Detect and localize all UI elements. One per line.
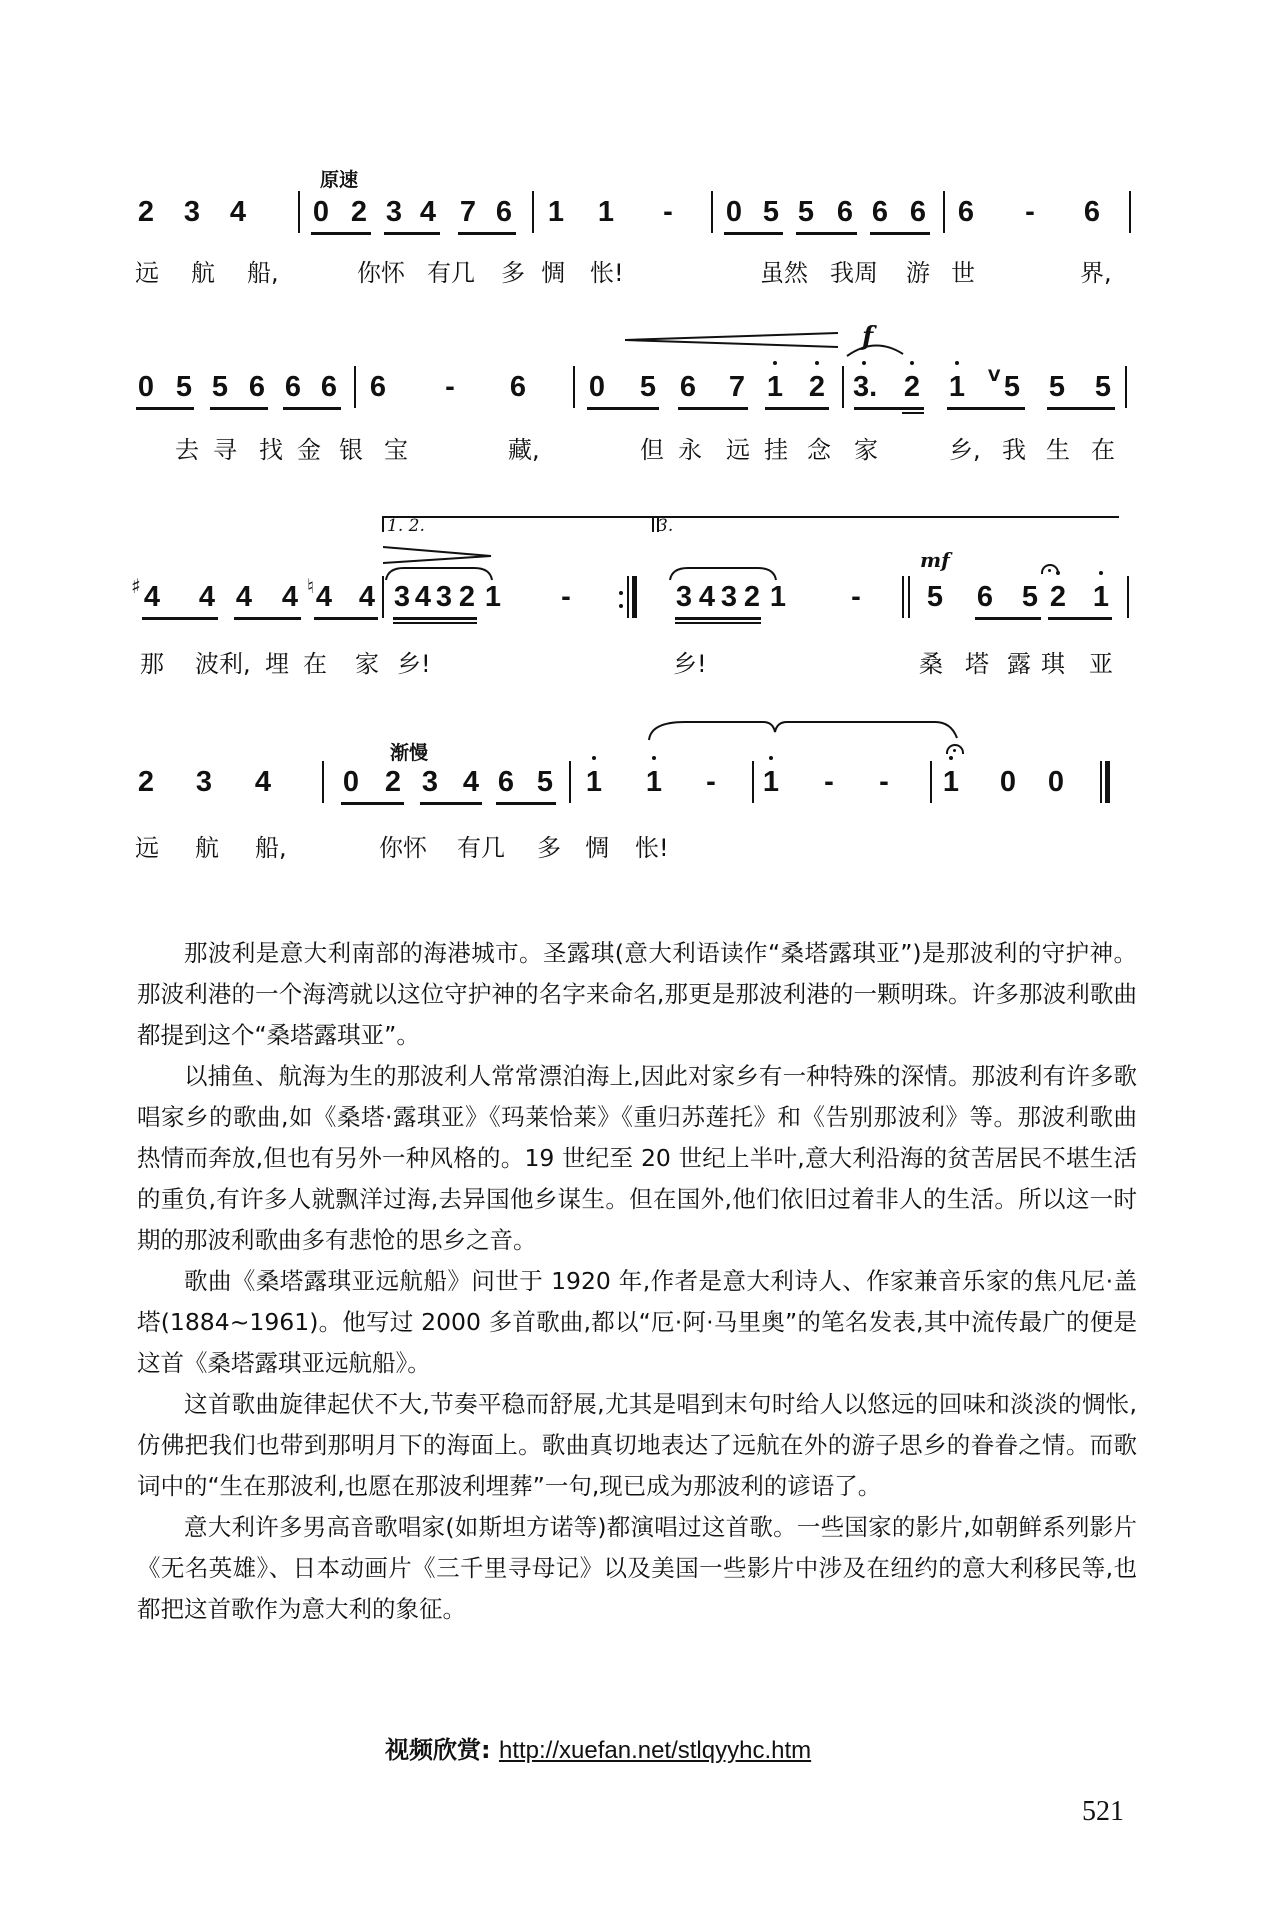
lyric: 世: [951, 259, 975, 287]
note: 5: [639, 371, 657, 403]
lyric: 远: [135, 834, 159, 862]
volta-bracket-3: 3.: [652, 516, 1119, 532]
page-number: 521: [1082, 1796, 1124, 1827]
octave-dot: [592, 756, 596, 760]
note: 3: [435, 581, 453, 613]
note: 4: [254, 766, 272, 798]
note: 5: [926, 581, 944, 613]
lyric: 永: [678, 436, 702, 464]
underline-beam: [1047, 407, 1115, 410]
barline-thick: [632, 576, 637, 618]
note: 7: [728, 371, 746, 403]
note: 2: [350, 196, 368, 228]
underline-beam: [765, 407, 829, 410]
barline: [902, 576, 904, 618]
barline: [711, 191, 713, 233]
note-high: [1090, 580, 1112, 614]
notation-row-4: [135, 765, 1135, 825]
natural-accidental: ♮: [307, 574, 315, 598]
lyric: 远: [726, 436, 750, 464]
note: 6: [248, 371, 266, 403]
underline-beam: [136, 407, 194, 410]
lyric: 寻: [213, 436, 237, 464]
underline-beam: [496, 802, 556, 805]
note: 4: [235, 581, 253, 613]
note: 3: [393, 581, 411, 613]
lyric: 琪: [1041, 650, 1065, 678]
barline: [382, 576, 384, 618]
octave-dot: [652, 756, 656, 760]
lyric: 有几: [427, 259, 475, 287]
octave-dot: [910, 361, 914, 365]
note: 6: [1083, 196, 1101, 228]
lyric: 找: [259, 436, 283, 464]
note: 2: [137, 766, 155, 798]
lyric: 我: [1002, 436, 1026, 464]
lyric: 挂: [764, 436, 788, 464]
dash: -: [1025, 196, 1035, 228]
underline-beam: [678, 407, 748, 410]
note: 2: [458, 581, 476, 613]
note: 3: [421, 766, 439, 798]
underline-beam: [314, 617, 378, 620]
note: 5: [175, 371, 193, 403]
dash: -: [663, 196, 673, 228]
note-high: [901, 370, 923, 404]
dash: -: [445, 371, 455, 403]
note-high: [760, 765, 782, 799]
underline-beam-2: [902, 412, 924, 414]
note: 5: [1048, 371, 1066, 403]
paragraph: 意大利许多男高音歌唱家(如斯坦方诺等)都演唱过这首歌。一些国家的影片,如朝鲜系列影片《无名英雄》、日本动画片《三千里寻母记》以及美国一些影片中涉及在纽约的意大利移民等,也都把这首歌作为意大利的象征。: [137, 1513, 1137, 1623]
barline: [354, 366, 356, 408]
video-reference: [385, 1730, 811, 1765]
lyric: 生: [1046, 436, 1070, 464]
lyric: 怅!: [590, 259, 624, 287]
lyric: 桑: [919, 650, 943, 678]
underline-beam: [675, 617, 761, 620]
paragraph: 那波利是意大利南部的海港城市。圣露琪(意大利语读作“桑塔露琪亚”)是那波利的守护神。那波利港的一个海湾就以这位守护神的名字来命名,那更是那波利港的一颗明珠。许多那波利歌曲都提到这个“桑塔露琪亚”。: [137, 939, 1137, 1049]
octave-dot: [815, 361, 819, 365]
lyric: 虽然: [760, 259, 808, 287]
octave-dot: [862, 361, 866, 365]
dash: -: [824, 766, 834, 798]
lyric: 航: [195, 834, 219, 862]
lyrics-row-2: [135, 430, 1135, 490]
lyric: 航: [191, 259, 215, 287]
lyric: 界,: [1080, 259, 1112, 287]
note: 1: [484, 581, 502, 613]
note: 5: [1003, 371, 1021, 403]
notation-row-3: [131, 574, 1135, 640]
tempo-marking-original: 原速: [320, 169, 359, 191]
note-high: [643, 765, 665, 799]
note-digit: 1: [948, 371, 966, 403]
note-digit: 1: [585, 766, 603, 798]
note: 4: [281, 581, 299, 613]
lyric: 金: [297, 436, 321, 464]
note: 4: [143, 581, 161, 613]
underline-beam: [210, 407, 268, 410]
note-digit: 2: [903, 371, 921, 403]
note: 3: [720, 581, 738, 613]
note: 0: [312, 196, 330, 228]
lyric: 去: [175, 436, 199, 464]
note: 4: [198, 581, 216, 613]
underline-beam: [724, 232, 783, 235]
lyric: 多: [537, 834, 561, 862]
underline-beam: [1048, 617, 1112, 620]
note: 5: [1021, 581, 1039, 613]
note: 0: [725, 196, 743, 228]
note: 2: [384, 766, 402, 798]
note: 1: [547, 196, 565, 228]
lyric: 远: [135, 259, 159, 287]
breath-mark: V: [988, 366, 1001, 385]
dynamic-forte: f: [862, 322, 874, 352]
tie-icon: [645, 716, 965, 742]
underline-beam: [234, 617, 301, 620]
underline-beam: [854, 407, 924, 410]
barline: [1129, 191, 1131, 233]
paragraph: 歌曲《桑塔露琪亚远航船》问世于 1920 年,作者是意大利诗人、作家兼音乐家的焦凡尼·盖塔(1884~1961)。他写过 2000 多首歌曲,都以“厄·阿·马里奥”的笔名发表,其中流传最广的便是这首《桑塔露琪亚远航船》。: [137, 1267, 1137, 1377]
barline: [943, 191, 945, 233]
final-barline: [1100, 761, 1102, 803]
octave-dot: [773, 361, 777, 365]
note-high: [940, 765, 962, 799]
decrescendo-hairpin: [383, 545, 493, 565]
note: 6: [497, 766, 515, 798]
note: 4: [229, 196, 247, 228]
note: 3: [183, 196, 201, 228]
underline-beam: [311, 232, 371, 235]
lyric: 怅!: [635, 834, 669, 862]
dash: -: [561, 581, 571, 613]
note: 4: [698, 581, 716, 613]
underline-beam: [393, 617, 477, 620]
underline-beam: [975, 617, 1041, 620]
lyric: 那: [140, 650, 164, 678]
barline: [1125, 366, 1127, 408]
lyric: 多: [501, 259, 525, 287]
note-digit: 1: [766, 371, 784, 403]
note: 0: [137, 371, 155, 403]
lyric: 念: [807, 436, 831, 464]
lyric: 家: [854, 436, 878, 464]
underline-beam: [420, 802, 482, 805]
note: 7: [459, 196, 477, 228]
sharp-accidental: ♯: [131, 574, 141, 598]
barline: [908, 576, 910, 618]
octave-dot: [955, 361, 959, 365]
lyric: 有几: [457, 834, 505, 862]
volta-bracket-1-2: 1. 2.: [382, 516, 659, 532]
note: 3: [195, 766, 213, 798]
note: 6: [957, 196, 975, 228]
lyric: 塔: [965, 650, 989, 678]
repeat-dot: [619, 604, 623, 608]
lyric: 乡!: [673, 650, 707, 678]
video-label: 视频欣赏:: [385, 1736, 491, 1764]
lyric: 在: [303, 650, 327, 678]
lyric: 宝: [384, 436, 408, 464]
underline-beam: [142, 617, 218, 620]
note-high: [806, 370, 828, 404]
note: 4: [358, 581, 376, 613]
note: 6: [284, 371, 302, 403]
note: 0: [588, 371, 606, 403]
note-digit: 2: [808, 371, 826, 403]
barline: [573, 366, 575, 408]
barline: [569, 761, 571, 803]
barline: [930, 761, 932, 803]
lyric: 埋: [265, 650, 289, 678]
underline-beam: [283, 407, 341, 410]
notation-row-2: [135, 366, 1135, 430]
note: 5: [536, 766, 554, 798]
note-high: [764, 370, 786, 404]
lyric: 银: [339, 436, 363, 464]
dash: -: [879, 766, 889, 798]
note: 6: [679, 371, 697, 403]
barline: [1127, 576, 1129, 618]
note: 0: [1047, 766, 1065, 798]
lyric: 在: [1091, 436, 1115, 464]
article-body: [137, 933, 1137, 1630]
octave-dot: [1099, 571, 1103, 575]
lyrics-row-1: [135, 253, 1135, 313]
paragraph: 以捕鱼、航海为生的那波利人常常漂泊海上,因此对家乡有一种特殊的深情。那波利有许多歌唱家乡的歌曲,如《桑塔·露琪亚》《玛莱恰莱》《重归苏莲托》和《告别那波利》等。那波利歌曲热情而奔放,但也有另外一种风格的。19 世纪至 20 世纪上半叶,意大利沿海的贫苦居民不堪生活的重负,有许多人就飘洋过海,去异国他乡谋生。但在国外,他们依旧过着非人的生活。所以这一时期的那波利歌曲多有悲怆的思乡之音。: [137, 1062, 1137, 1254]
final-barline-thick: [1105, 761, 1110, 803]
note: 6: [509, 371, 527, 403]
lyric: 亚: [1089, 650, 1113, 678]
underline-beam-2: [393, 622, 477, 624]
lyric: 你怀: [357, 259, 405, 287]
barline: [298, 191, 300, 233]
note: 6: [871, 196, 889, 228]
underline-beam: [341, 802, 404, 805]
note-high: [583, 765, 605, 799]
barline: [752, 761, 754, 803]
tempo-marking-ritardando: 渐慢: [390, 742, 429, 764]
note-high: [853, 370, 885, 404]
underline-beam: [458, 232, 516, 235]
underline-beam: [947, 407, 1025, 410]
note: 6: [976, 581, 994, 613]
note: 3: [385, 196, 403, 228]
note-digit: 1: [942, 766, 960, 798]
dash: -: [706, 766, 716, 798]
lyric: 船,: [247, 259, 279, 287]
note: 5: [797, 196, 815, 228]
note: 2: [137, 196, 155, 228]
note: 4: [315, 581, 333, 613]
underline-beam: [796, 232, 857, 235]
octave-dot: [949, 756, 953, 760]
dynamic-mezzo-forte: mf: [920, 548, 950, 572]
note: 5: [211, 371, 229, 403]
note: 6: [495, 196, 513, 228]
dash: -: [851, 581, 861, 613]
note: 6: [836, 196, 854, 228]
underline-beam: [384, 232, 440, 235]
note: 0: [342, 766, 360, 798]
note: 5: [762, 196, 780, 228]
note: 0: [999, 766, 1017, 798]
repeat-dot: [619, 591, 623, 595]
paragraph: 这首歌曲旋律起伏不大,节奏平稳而舒展,尤其是唱到末句时给人以悠远的回味和淡淡的惆怅,仿佛把我们也带到那明月下的海面上。歌曲真切地表达了远航在外的游子思乡的眷眷之情。而歌词中的“生在那波利,也愿在那波利埋葬”一句,现已成为那波利的谚语了。: [137, 1390, 1137, 1500]
note: 3: [675, 581, 693, 613]
underline-beam: [587, 407, 659, 410]
note-digit: 3.: [853, 371, 878, 403]
note-digit: 1: [1092, 581, 1110, 613]
note: 4: [419, 196, 437, 228]
note: 4: [414, 581, 432, 613]
slur-icon: [845, 340, 905, 358]
octave-dot: [1056, 571, 1060, 575]
notation-row-1: [135, 195, 1135, 255]
note-digit: 1: [762, 766, 780, 798]
lyric: 船,: [255, 834, 287, 862]
note-digit: 2: [1049, 581, 1067, 613]
lyric: 惆: [541, 259, 565, 287]
barline: [532, 191, 534, 233]
crescendo-hairpin: [625, 330, 840, 350]
lyric: 我周: [830, 259, 878, 287]
lyric: 露: [1007, 650, 1031, 678]
note: 6: [909, 196, 927, 228]
underline-beam-2: [675, 622, 761, 624]
video-link[interactable]: http://xuefan.net/stlqyyhc.htm: [498, 1737, 812, 1764]
lyric: 乡!: [397, 650, 431, 678]
lyric: 乡,: [949, 436, 981, 464]
barline: [627, 576, 629, 618]
lyric: 你怀: [379, 834, 427, 862]
lyrics-row-4: [135, 828, 1135, 888]
lyric: 游: [906, 259, 930, 287]
octave-dot: [769, 756, 773, 760]
barline: [322, 761, 324, 803]
underline-beam: [870, 232, 930, 235]
lyric: 波利,: [195, 650, 251, 678]
fermata-icon: [946, 744, 964, 754]
note-high: [946, 370, 968, 404]
lyrics-row-3: [135, 644, 1135, 704]
lyric: 家: [355, 650, 379, 678]
note-digit: 1: [645, 766, 663, 798]
note: 4: [462, 766, 480, 798]
note: 5: [1094, 371, 1112, 403]
lyric: 惆: [585, 834, 609, 862]
note: 6: [369, 371, 387, 403]
barline: [842, 366, 844, 408]
note: 2: [743, 581, 761, 613]
note: 1: [769, 581, 787, 613]
lyric: 藏,: [508, 436, 540, 464]
lyric: 但: [640, 436, 664, 464]
note-high: [1047, 580, 1069, 614]
note: 1: [597, 196, 615, 228]
note: 6: [320, 371, 338, 403]
